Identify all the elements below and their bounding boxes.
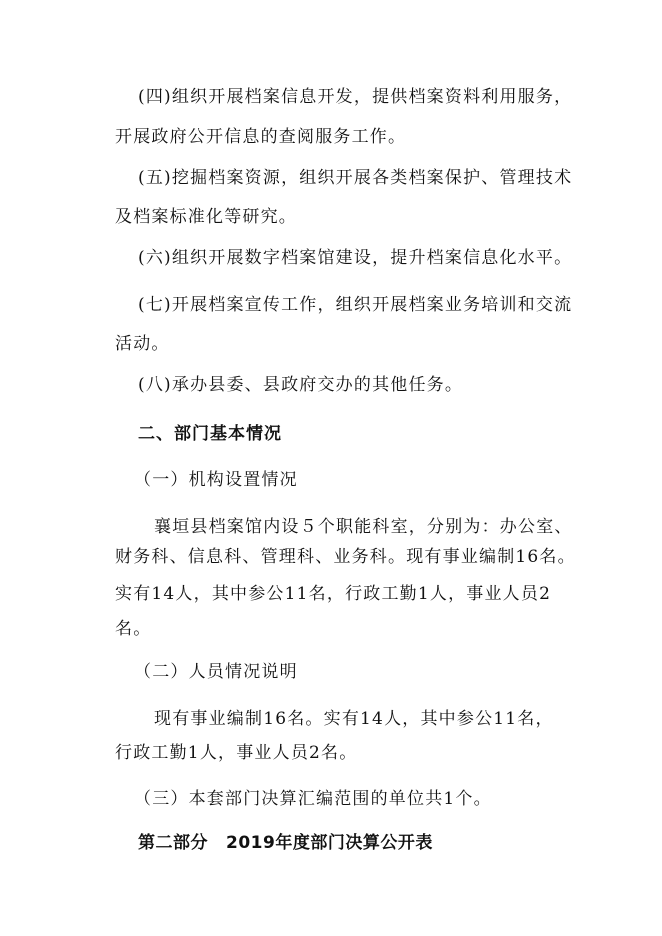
org-body-line1: 襄垣县档案馆内设５个职能科室，分别为：办公室、 [154, 517, 573, 537]
part-two-title: 2019年度部门决算公开表 [226, 833, 433, 853]
item-six: (六)组织开展数字档案馆建设，提升档案信息化水平。 [138, 248, 573, 268]
item-seven-line2: 活动。 [115, 334, 170, 354]
item-four-line2: 开展政府公开信息的查阅服务工作。 [115, 127, 407, 147]
item-eight: (八)承办县委、县政府交办的其他任务。 [138, 375, 464, 395]
sub-heading-personnel: （二）人员情况说明 [134, 662, 298, 682]
item-five-line1: (五)挖掘档案资源，组织开展各类档案保护、管理技术 [138, 168, 573, 188]
org-body-line3: 实有14人，其中参公11名，行政工勤1人，事业人员2 [115, 584, 552, 604]
item-five-line2: 及档案标准化等研究。 [115, 207, 297, 227]
org-body-line2: 财务科、信息科、管理科、业务科。现有事业编制16名。 [115, 547, 576, 567]
section-heading-basic-info: 二、部门基本情况 [138, 424, 282, 444]
personnel-body-line1: 现有事业编制16名。实有14人，其中参公11名， [154, 709, 554, 729]
sub-item-scope: （三）本套部门决算汇编范围的单位共1个。 [134, 789, 492, 809]
item-seven-line1: (七)开展档案宣传工作，组织开展档案业务培训和交流 [138, 295, 573, 315]
part-two-label: 第二部分 [138, 833, 208, 853]
personnel-body-line2: 行政工勤1人，事业人员2名。 [115, 743, 358, 763]
org-body-line4: 名。 [115, 619, 152, 639]
item-four-line1: (四)组织开展档案信息开发，提供档案资料利用服务， [138, 87, 573, 107]
part-two-heading [138, 833, 433, 853]
sub-heading-organization: （一）机构设置情况 [134, 470, 298, 490]
